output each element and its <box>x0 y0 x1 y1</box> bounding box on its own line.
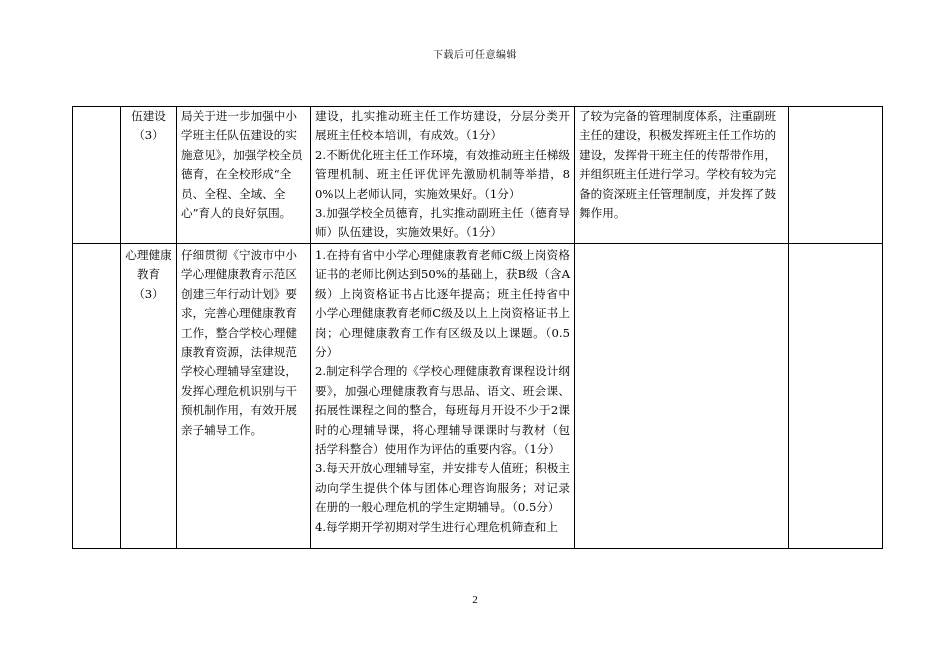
requirement-cell: 仔细贯彻《宁波市中小学心理健康教育示范区创建三年行动计划》要求，完善心理健康教育工作，整合学校心理健康教育资源，法律规范学校心理辅导室建设，发挥心理危机识别与干预机制作用，有效开展亲子辅导工作。 <box>177 244 311 549</box>
scoring-line: 4.每学期开学初期对学生进行心理危机筛查和上 <box>315 519 558 534</box>
scoring-line: 3.加强学校全员德育，扎实推动副班主任（德育导师）队伍建设，实施效果好。（1分） <box>315 206 570 240</box>
item-name-cell: 伍建设（3） <box>121 107 177 244</box>
header-note: 下载后可任意编辑 <box>433 50 517 61</box>
score-cell <box>789 244 883 549</box>
scoring-line: 建设，扎实推动班主任工作坊建设，分层分类开展班主任校本培训，有成效。（1分） <box>315 109 570 143</box>
table-row <box>73 244 883 549</box>
score-cell <box>789 107 883 244</box>
evaluation-table <box>72 106 883 549</box>
scoring-line: 2.制定科学合理的《学校心理健康教育课程设计纲要》，加强心理健康教育与思品、语文、班会课、拓展性课程之间的整合，每班每月开设不少于2课时的心理辅导课，将心理辅导课课时与教材（包括学科整合）使用作为评估的重要内容。（1分） <box>315 364 570 457</box>
item-name-cell: 心理健康教育（3） <box>121 244 177 549</box>
scoring-criteria-cell <box>311 107 575 244</box>
scoring-criteria-cell <box>311 244 575 549</box>
table-row <box>73 107 883 244</box>
requirement-cell: 局关于进一步加强中小学班主任队伍建设的实施意见》，加强学校全员德育，在全校形成“全员、全程、全域、全心”育人的良好氛围。 <box>177 107 311 244</box>
category-cell <box>73 244 121 549</box>
scoring-line: 3.每天开放心理辅导室，并安排专人值班；积极主动向学生提供个体与团体心理咨询服务；对记录在册的一般心理危机的学生定期辅导。（0.5分） <box>315 461 570 515</box>
category-cell <box>73 107 121 244</box>
page-number: 2 <box>472 594 478 606</box>
self-evaluation-cell <box>575 244 789 549</box>
self-evaluation-cell: 了较为完备的管理制度体系，注重副班主任的建设，积极发挥班主任工作坊的建设，发挥骨干班主任的传帮带作用，并组织班主任进行学习。学校有较为完备的资深班主任管理制度，并发挥了鼓舞作用。 <box>575 107 789 244</box>
scoring-line: 1.在持有省中小学心理健康教育老师C级上岗资格证书的老师比例达到50%的基础上，获B级（含A级）上岗资格证书占比逐年提高；班主任持省中小学心理健康教育老师C级及以上上岗资格证书上岗；心理健康教育工作有区级及以上课题。（0.5分） <box>315 248 570 360</box>
scoring-line: 2.不断优化班主任工作环境，有效推动班主任梯级管理机制、班主任评优评先激励机制等举措，80%以上老师认同，实施效果好。（1分） <box>315 147 570 201</box>
